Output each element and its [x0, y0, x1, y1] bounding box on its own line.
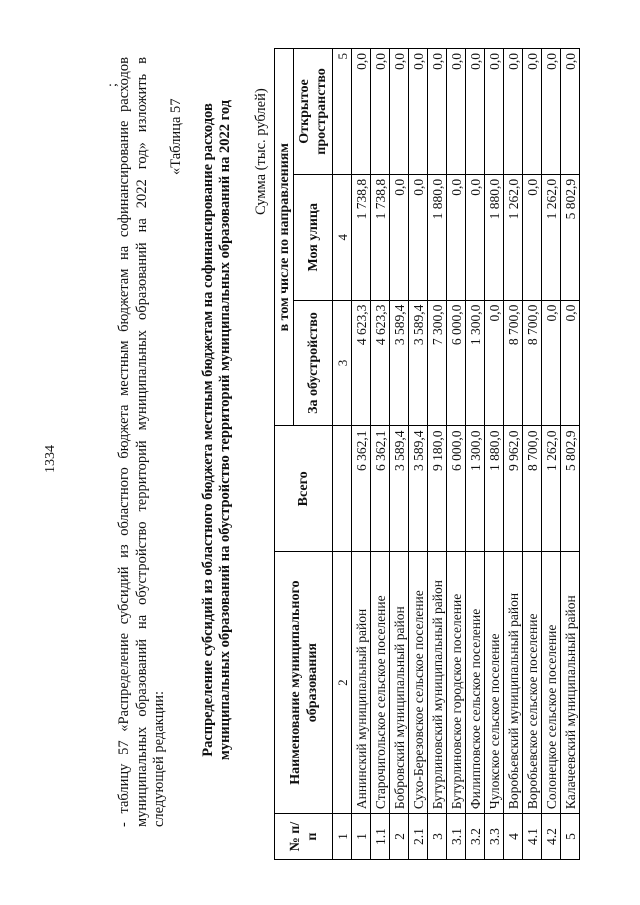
row-num: 3.3 [485, 814, 504, 860]
header-name: Наименование муниципального образования [275, 552, 333, 814]
row-col3: 3 589,4 [409, 300, 428, 426]
row-num: 4 [504, 814, 523, 860]
row-col3: 8 700,0 [504, 300, 523, 426]
table-row [409, 49, 428, 860]
row-total: 6 362,1 [352, 426, 371, 552]
table-row [523, 49, 542, 860]
row-num: 4.2 [542, 814, 561, 860]
row-num: 5 [561, 814, 580, 860]
table-title: Распределение субсидий из областного бюджета местным бюджетам на софинансирование расходов муниципальных образований на обустройство территорий муниципальных образований на 2022 год [200, 99, 233, 761]
semicolon-mark: ; [105, 83, 120, 87]
row-name: Бутурлиновское городское поселение [447, 552, 466, 814]
intro-paragraph: - таблицу 57 «Распределение субсидий из областного бюджета местным бюджетам на софинансирование расходов муниципальных образований на обустройство территорий муниципальных образований на 2022 год» изложить в следующей редакции: [116, 57, 167, 827]
row-num: 1.1 [371, 814, 390, 860]
row-num: 2 [390, 814, 409, 860]
header-col4: Моя улица [294, 174, 333, 300]
row-num: 3 [428, 814, 447, 860]
row-col5: 0,0 [371, 49, 390, 175]
row-total: 1 880,0 [485, 426, 504, 552]
row-total: 6 362,1 [371, 426, 390, 552]
header-total: Всего [275, 426, 333, 552]
row-col5: 0,0 [390, 49, 409, 175]
row-name: Солонецкое сельское поселение [542, 552, 561, 814]
row-total: 1 262,0 [542, 426, 561, 552]
row-total: 8 700,0 [523, 426, 542, 552]
row-name: Бобровский муниципальный район [390, 552, 409, 814]
table-row [390, 49, 409, 860]
row-col4: 1 738,8 [371, 174, 390, 300]
page-number: 1334 [43, 445, 58, 473]
header-col3: За обустройство [294, 300, 333, 426]
row-col3: 0,0 [485, 300, 504, 426]
table-row [504, 49, 523, 860]
row-col3: 8 700,0 [523, 300, 542, 426]
row-name: Филипповское сельское поселение [466, 552, 485, 814]
row-col3: 4 623,3 [371, 300, 390, 426]
row-col4: 1 262,0 [504, 174, 523, 300]
row-col4: 0,0 [409, 174, 428, 300]
row-name: Бутурлиновский муниципальный район [428, 552, 447, 814]
table-row [485, 49, 504, 860]
table-row [371, 49, 390, 860]
row-col3: 0,0 [542, 300, 561, 426]
colnum-3: 3 [333, 300, 352, 426]
row-col3: 1 300,0 [466, 300, 485, 426]
row-col5: 0,0 [352, 49, 371, 175]
header-num: № п/п [275, 814, 333, 860]
colnum-2: 2 [333, 552, 352, 814]
row-total: 9 962,0 [504, 426, 523, 552]
units-label: Сумма (тыс. рублей) [253, 88, 269, 215]
row-col5: 0,0 [485, 49, 504, 175]
colnum-5: 5 [333, 49, 352, 175]
row-total: 5 802,9 [561, 426, 580, 552]
row-total: 9 180,0 [428, 426, 447, 552]
row-name: Аннинский муниципальный район [352, 552, 371, 814]
row-col4: 1 880,0 [485, 174, 504, 300]
colnum-4: 4 [333, 174, 352, 300]
row-name: Калачеевский муниципальный район [561, 552, 580, 814]
table-row [466, 49, 485, 860]
row-col4: 0,0 [447, 174, 466, 300]
row-col5: 0,0 [523, 49, 542, 175]
colnum-1: 1 [333, 814, 352, 860]
row-num: 1 [352, 814, 371, 860]
table-row [447, 49, 466, 860]
row-col3: 3 589,4 [390, 300, 409, 426]
table-row [352, 49, 371, 860]
table-row [561, 49, 580, 860]
row-name: Сухо-Березовское сельское поселение [409, 552, 428, 814]
row-num: 3.1 [447, 814, 466, 860]
row-total: 1 300,0 [466, 426, 485, 552]
row-col4: 0,0 [390, 174, 409, 300]
row-num: 3.2 [466, 814, 485, 860]
row-name: Воробьевский муниципальный район [504, 552, 523, 814]
subsidy-table [274, 48, 580, 860]
row-name: Чулокское сельское поселение [485, 552, 504, 814]
row-col4: 0,0 [466, 174, 485, 300]
row-col5: 0,0 [409, 49, 428, 175]
row-col5: 0,0 [542, 49, 561, 175]
row-name: Воробьевское сельское поселение [523, 552, 542, 814]
row-col4: 1 880,0 [428, 174, 447, 300]
row-name: Старочигольское сельское поселение [371, 552, 390, 814]
row-col5: 0,0 [466, 49, 485, 175]
table-row [428, 49, 447, 860]
row-col3: 0,0 [561, 300, 580, 426]
header-group: в том числе по направлениям [275, 49, 294, 426]
row-col4: 5 802,9 [561, 174, 580, 300]
row-col3: 6 000,0 [447, 300, 466, 426]
colnum-total [333, 426, 352, 552]
row-col4: 1 738,8 [352, 174, 371, 300]
row-total: 3 589,4 [409, 426, 428, 552]
row-col4: 1 262,0 [542, 174, 561, 300]
row-col5: 0,0 [504, 49, 523, 175]
table-body [352, 49, 580, 860]
row-col3: 4 623,3 [352, 300, 371, 426]
row-col5: 0,0 [428, 49, 447, 175]
row-col5: 0,0 [447, 49, 466, 175]
table-row [542, 49, 561, 860]
header-col5: Открытое пространство [294, 49, 333, 175]
row-num: 2.1 [409, 814, 428, 860]
row-num: 4.1 [523, 814, 542, 860]
row-col4: 0,0 [523, 174, 542, 300]
row-total: 6 000,0 [447, 426, 466, 552]
row-total: 3 589,4 [390, 426, 409, 552]
row-col5: 0,0 [561, 49, 580, 175]
table-label: «Таблица 57 [168, 98, 184, 175]
row-col3: 7 300,0 [428, 300, 447, 426]
